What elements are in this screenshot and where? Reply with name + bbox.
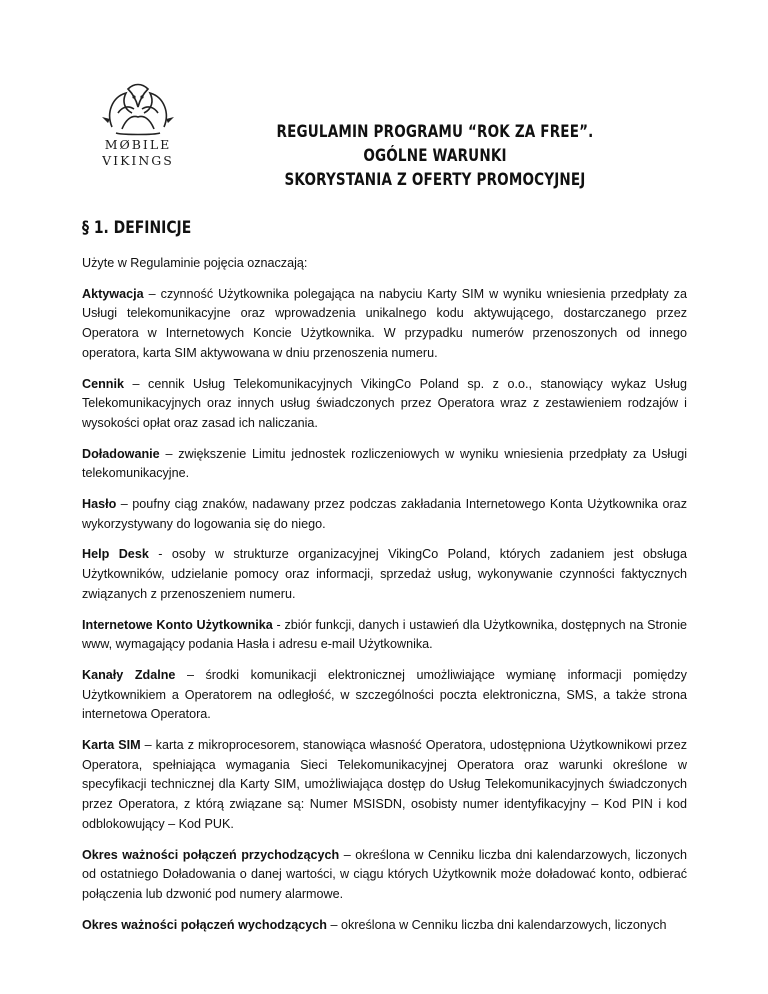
definition-paragraph: [82, 736, 687, 835]
viking-dragon-emblem-icon: [82, 83, 194, 137]
document-body: [82, 254, 687, 946]
definition-paragraph: [82, 846, 687, 905]
definition-text: - osoby w strukturze organizacyjnej VikingCo Poland, których zadaniem jest obsługa Użytkowników, udzielanie pomocy oraz informacji, sprzedaż usług, wykonywanie czynności faktycznych związanych z przenoszeniem numeru.: [82, 547, 687, 601]
definition-term: Kanały Zdalne: [82, 667, 176, 682]
definition-term: Okres ważności połączeń przychodzących: [82, 847, 340, 862]
definition-paragraph: [82, 285, 687, 364]
definition-term: Aktywacja: [82, 286, 144, 301]
definition-text: – określona w Cenniku liczba dni kalendarzowych, liczonych od ostatniego Doładowania o danej wartości, w ciągu których Użytkownik może doładować konto, odbierać połączenia lub dzwonić pod numery alarmowe.: [82, 847, 687, 901]
definition-text: – poufny ciąg znaków, nadawany przez podczas zakładania Internetowego Konta Użytkownika oraz wykorzystywany do logowania się do niego.: [82, 497, 687, 531]
definition-paragraph: [82, 916, 687, 936]
definition-text: – środki komunikacji elektronicznej umożliwiające wymianę informacji pomiędzy Użytkownikiem a Operatorem na odległość, w szczególności poczta elektroniczna, SMS, a także strona internetowa Operatora.: [82, 667, 687, 722]
document-title: [242, 120, 627, 192]
definition-text: - zbiór funkcji, danych i ustawień dla Użytkownika, dostępnych na Stronie www, wymagający podania Hasła i adresu e-mail Użytkownika.: [82, 617, 687, 652]
mobile-vikings-logo: [82, 83, 194, 173]
definition-paragraph: [82, 445, 687, 484]
definition-term: Okres ważności połączeń wychodzących: [82, 917, 327, 932]
title-line-1: REGULAMIN PROGRAMU “ROK ZA FREE”. OGÓLNE WARUNKI: [276, 122, 594, 165]
definition-paragraph: [82, 375, 687, 434]
title-line-2: SKORYSTANIA Z OFERTY PROMOCYJNEJ: [284, 170, 586, 189]
definition-text: – czynność Użytkownika polegająca na nabyciu Karty SIM w wyniku wniesienia przedpłaty za Usługi telekomunikacyjne oraz wprowadzenia unikalnego kodu aktywującego, dostarczanego przez Operatora w Internetowych Koncie Użytkownika. W przypadku numerów przenoszonych od innego operatora, karta SIM aktywowana w dniu przenoszenia numeru.: [82, 286, 687, 360]
definition-text: – karta z mikroprocesorem, stanowiąca własność Operatora, udostępniona Użytkownikowi przez Operatora, spełniająca wymagania Sieci Telekomunikacyjnej Operatora oraz warunki określone w specyfikacji technicznej dla Karty SIM, umożliwiająca dostęp do Usług Telekomunikacyjnych świadczonych przez Operatora, z którą związane są: Numer MSISDN, osobisty numer identyfikacyjny – Kod PIN i kod odblokowujący – Kod PUK.: [82, 738, 687, 831]
definition-term: Internetowe Konto Użytkownika: [82, 617, 273, 632]
definition-text: – określona w Cenniku liczba dni kalendarzowych, liczonych: [326, 917, 667, 932]
logo-line-1: MØBILE: [104, 137, 172, 152]
definition-term: Hasło: [82, 497, 117, 512]
logo-line-2: VIKINGS: [102, 153, 174, 168]
definition-term: Cennik: [82, 376, 124, 391]
definition-paragraph: [82, 616, 687, 655]
definition-term: Help Desk: [82, 547, 149, 562]
definition-text: – cennik Usług Telekomunikacyjnych VikingCo Poland sp. z o.o., stanowiący wykaz Usług Telekomunikacyjnych oraz innych usług świadczonych przez Operatora wraz z zestawieniem rodzajów i wysokości opłat oraz zasad ich naliczania.: [82, 376, 687, 430]
intro-paragraph: Użyte w Regulaminie pojęcia oznaczają:: [82, 256, 308, 270]
definition-paragraph: [82, 495, 687, 534]
definition-paragraph: [82, 666, 687, 725]
section-heading: § 1. DEFINICJE: [82, 218, 192, 238]
definition-text: – zwiększenie Limitu jednostek rozliczeniowych w wyniku wniesienia przedpłaty za Usługi telekomunikacyjne.: [82, 446, 687, 481]
definition-term: Karta SIM: [82, 738, 141, 753]
definition-term: Doładowanie: [82, 446, 160, 461]
definition-paragraph: [82, 545, 687, 604]
